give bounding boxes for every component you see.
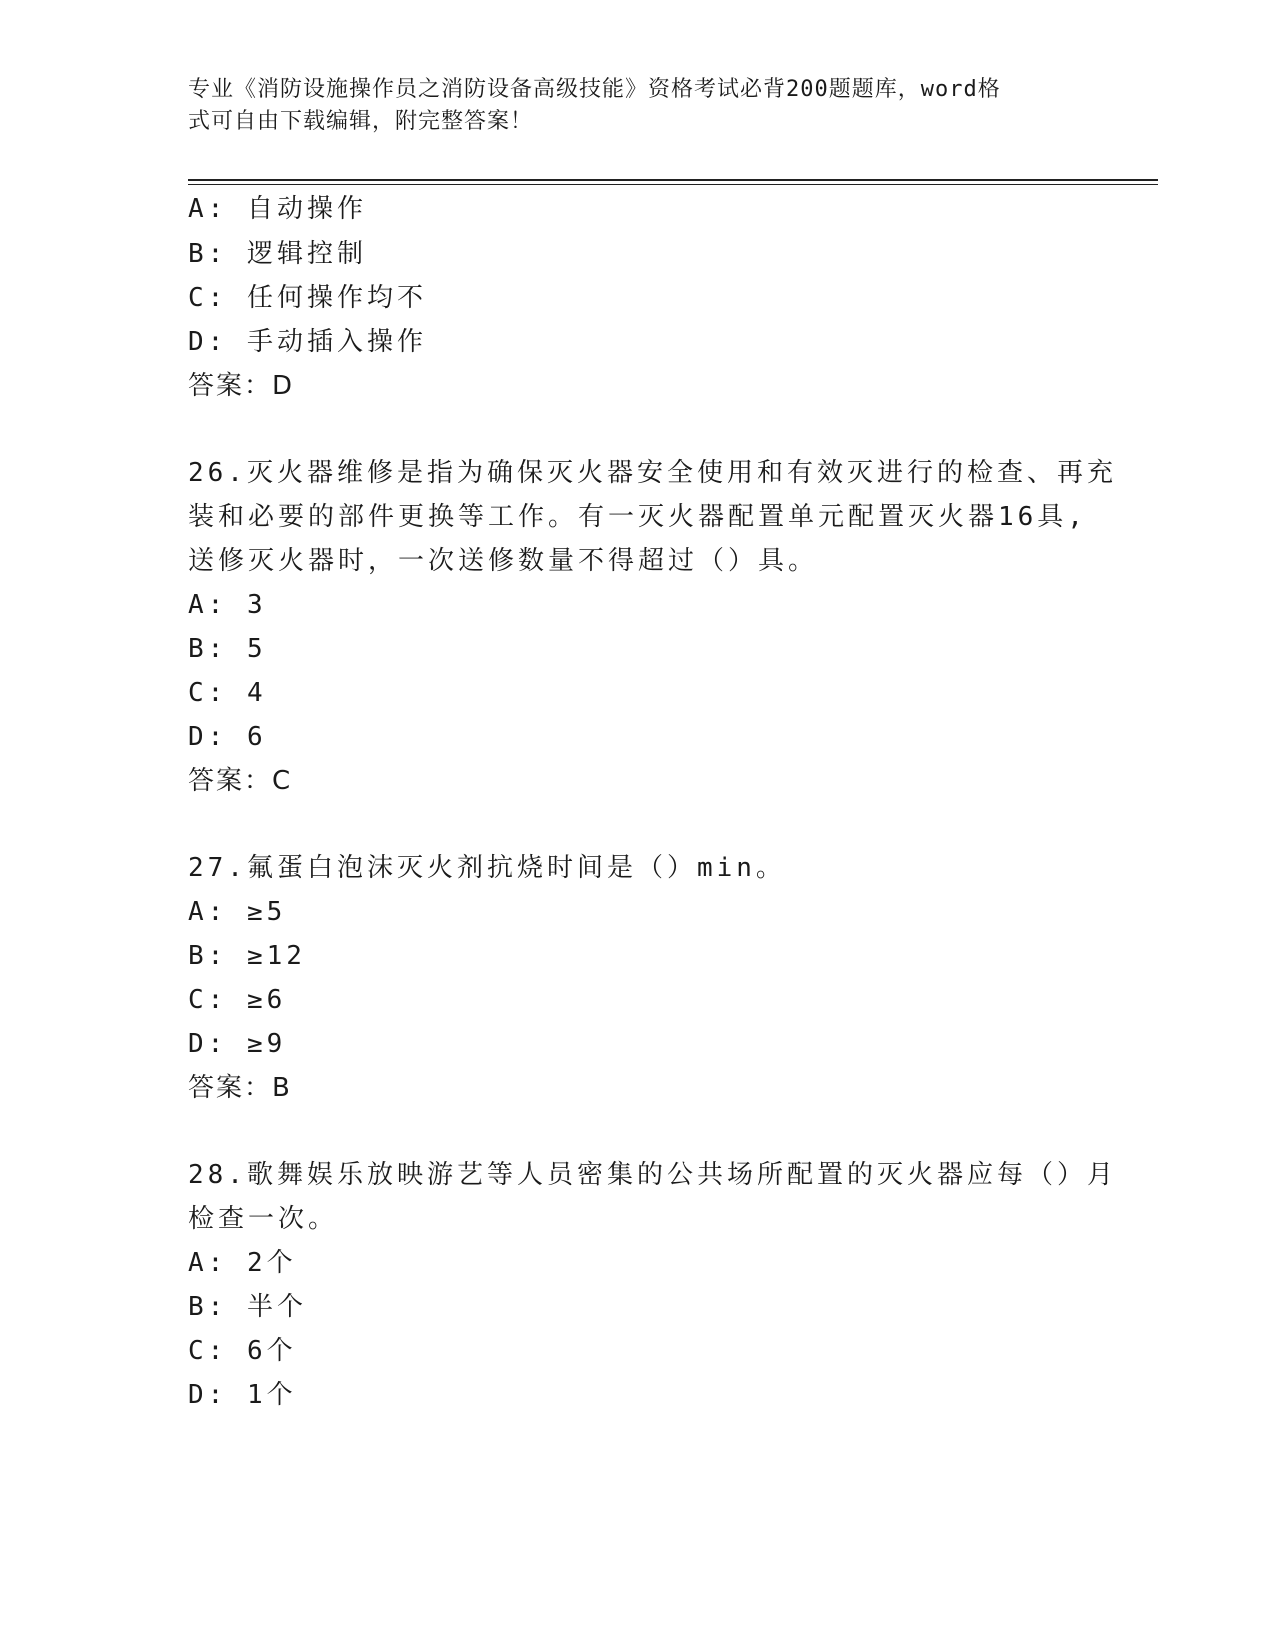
header-divider-thick <box>188 179 1158 181</box>
header-line-2: 式可自由下载编辑，附完整答案！ <box>188 109 534 134</box>
q25-answer: 答案：D <box>188 371 295 401</box>
q26-answer: 答案：C <box>188 766 293 796</box>
q26-option-b: B: 5 <box>188 634 267 664</box>
q26-stem-line-1: 26.灭火器维修是指为确保灭火器安全使用和有效灭进行的检查、再充 <box>188 458 1117 488</box>
q27-answer: 答案：B <box>188 1073 292 1103</box>
q26-option-d: D: 6 <box>188 722 267 752</box>
q27-stem-line-1: 27.氟蛋白泡沫灭火剂抗烧时间是（）min。 <box>188 853 786 883</box>
q26-stem-line-3: 送修灭火器时，一次送修数量不得超过（）具。 <box>188 546 819 576</box>
q28-option-c: C: 6个 <box>188 1336 297 1366</box>
q28-stem-line-2: 检查一次。 <box>188 1204 339 1234</box>
q25-option-d: D: 手动插入操作 <box>188 327 427 357</box>
document-header <box>188 74 1068 138</box>
q27-option-d: D: ≥9 <box>188 1029 287 1059</box>
header-divider-thin <box>188 184 1158 185</box>
q26-stem-line-2: 装和必要的部件更换等工作。有一灭火器配置单元配置灭火器16具, <box>188 502 1087 532</box>
q28-option-a: A: 2个 <box>188 1248 297 1278</box>
q28-option-b: B: 半个 <box>188 1292 307 1322</box>
q25-option-a: A: 自动操作 <box>188 194 367 224</box>
q28-option-d: D: 1个 <box>188 1380 297 1410</box>
header-line-1: 专业《消防设施操作员之消防设备高级技能》资格考试必背200题题库，word格 <box>188 77 1001 102</box>
q28-stem-line-1: 28.歌舞娱乐放映游艺等人员密集的公共场所配置的灭火器应每（）月 <box>188 1160 1117 1190</box>
q25-option-b: B: 逻辑控制 <box>188 239 367 269</box>
q27-option-a: A: ≥5 <box>188 897 287 927</box>
q27-option-b: B: ≥12 <box>188 941 306 971</box>
q27-option-c: C: ≥6 <box>188 985 287 1015</box>
q26-option-c: C: 4 <box>188 678 267 708</box>
q26-option-a: A: 3 <box>188 590 267 620</box>
q25-option-c: C: 任何操作均不 <box>188 283 427 313</box>
